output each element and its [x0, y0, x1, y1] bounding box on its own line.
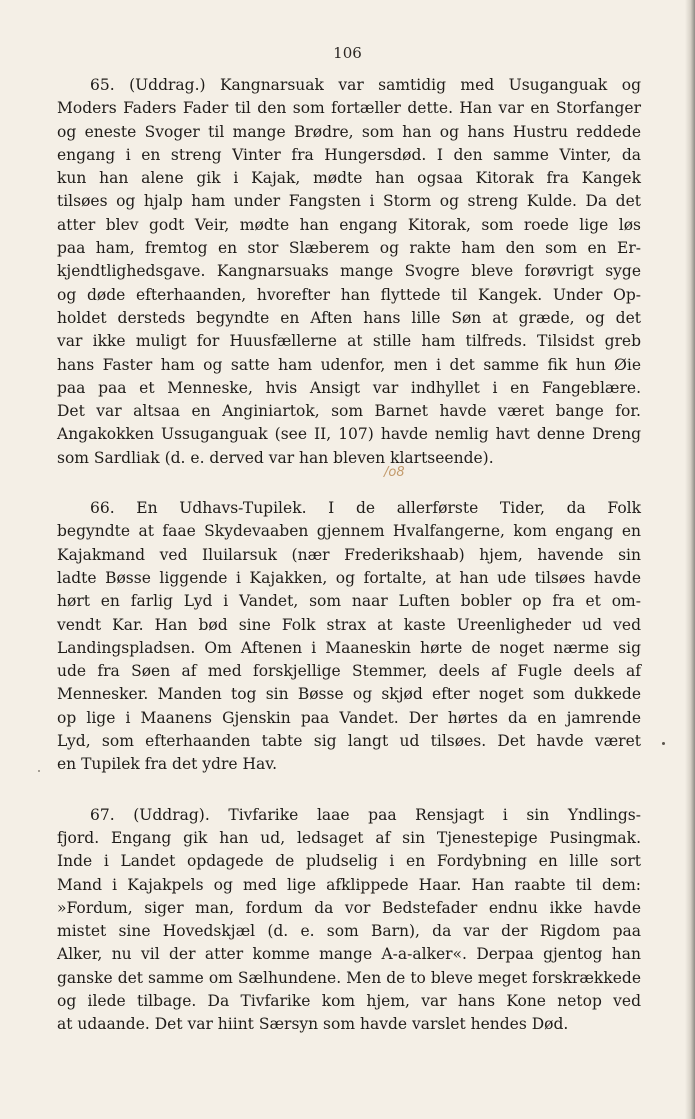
paragraph-gap	[57, 470, 641, 497]
text-line: var ikke muligt for Huusfællerne at stille ham tilfreds. Tilsidst greb	[57, 332, 641, 351]
text-line: 67. (Uddrag). Tivfarike laae paa Rensjagt i sin Yndlings-	[90, 805, 641, 824]
text-line: kun han alene gik i Kajak, mødte han ogsaa Kitorak fra Kangek	[57, 169, 641, 188]
ink-speck	[662, 742, 665, 745]
paragraph-65	[57, 74, 641, 470]
text-line: op lige i Maanens Gjenskin paa Vandet. Der hørtes da en jamrende	[57, 708, 641, 727]
text-line: engang i en streng Vinter fra Hungersdød. I den samme Vinter, da	[57, 145, 641, 164]
text-line: som Sardliak (d. e. derved var han bleven klartseende).	[57, 448, 494, 467]
text-line: Inde i Landet opdagede de pludselig i en Fordybning en lille sort	[57, 852, 641, 871]
text-line: Lyd, som efterhaanden tabte sig langt ud tilsøes. Det havde været	[57, 732, 641, 751]
text-line: og døde efterhaanden, hvorefter han flyttede til Kangek. Under Op-	[57, 285, 641, 304]
page-edge-shadow	[685, 0, 695, 1119]
text-line: ganske det samme om Sælhundene. Men de to bleve meget forskrækkede	[57, 968, 641, 987]
text-line: Mand i Kajakpels og med lige afklippede Haar. Han raabte til dem:	[57, 875, 641, 894]
text-line: begyndte at faae Skydevaaben gjennem Hvalfangerne, kom engang en	[57, 522, 641, 541]
text-line: holdet dersteds begyndte en Aften hans lille Søn at græde, og det	[57, 308, 641, 327]
paragraph-67	[57, 804, 641, 1037]
text-line: paa paa et Menneske, hvis Ansigt var indhyllet i en Fangeblære.	[57, 378, 641, 397]
text-line: 66. En Udhavs-Tupilek. I de allerførste Tider, da Folk	[90, 499, 641, 518]
text-line: mistet sine Hovedskjæl (d. e. som Barn), da var der Rigdom paa	[57, 922, 641, 941]
text-line: og eneste Svoger til mange Brødre, som han og hans Hustru reddede	[57, 122, 641, 141]
text-line: paa ham, fremtog en stor Slæberem og rakte ham den som en Er-	[57, 239, 641, 258]
pencil-margin-note: /o8	[384, 465, 405, 480]
text-line: vendt Kar. Han bød sine Folk strax at kaste Ureenligheder ud ved	[57, 615, 641, 634]
paragraph-66	[57, 497, 641, 777]
text-line: atter blev godt Veir, mødte han engang Kitorak, som roede lige løs	[57, 215, 641, 234]
text-line: »Fordum, siger man, fordum da vor Bedstefader endnu ikke havde	[57, 898, 641, 917]
text-line: kjendtlighedsgave. Kangnarsuaks mange Svogre bleve forøvrigt syge	[57, 262, 641, 281]
text-line: Alker, nu vil der atter komme mange A-a-alker«. Derpaa gjentog han	[57, 945, 641, 964]
ink-speck	[38, 770, 40, 772]
text-line: hørt en farlig Lyd i Vandet, som naar Luften bobler op fra et om-	[57, 592, 641, 611]
text-line: og ilede tilbage. Da Tivfarike kom hjem, var hans Kone netop ved	[57, 991, 641, 1010]
text-line: Landingspladsen. Om Aftenen i Maaneskin hørte de noget nærme sig	[57, 638, 641, 657]
text-line: 65. (Uddrag.) Kangnarsuak var samtidig med Usuganguak og	[90, 76, 641, 94]
body-text	[57, 74, 641, 1037]
text-line: hans Faster ham og satte ham udenfor, men i det samme fik hun Øie	[57, 355, 641, 374]
text-line: Kajakmand ved Iluilarsuk (nær Frederikshaab) hjem, havende sin	[57, 545, 641, 564]
text-line: tilsøes og hjalp ham under Fangsten i Storm og streng Kulde. Da det	[57, 192, 641, 211]
text-line: Det var altsaa en Anginiartok, som Barnet havde været bange for.	[57, 402, 641, 421]
page-number: 106	[333, 44, 362, 62]
paragraph-gap	[57, 777, 641, 804]
text-line: ladte Bøsse liggende i Kajakken, og fortalte, at han ude tilsøes havde	[57, 568, 641, 587]
text-line: Moders Faders Fader til den som fortæller dette. Han var en Storfanger	[57, 99, 641, 118]
text-line: at udaande. Det var hiint Særsyn som havde varslet hendes Død.	[57, 1015, 569, 1034]
text-line: ude fra Søen af med forskjellige Stemmer, deels af Fugle deels af	[57, 662, 641, 681]
text-line: Angakokken Ussuganguak (see II, 107) havde nemlig havt denne Dreng	[57, 425, 641, 444]
text-line: Mennesker. Manden tog sin Bøsse og skjød efter noget som dukkede	[57, 685, 641, 704]
text-line: fjord. Engang gik han ud, ledsaget af sin Tjenestepige Pusingmak.	[57, 828, 641, 847]
text-line: en Tupilek fra det ydre Hav.	[57, 755, 278, 774]
